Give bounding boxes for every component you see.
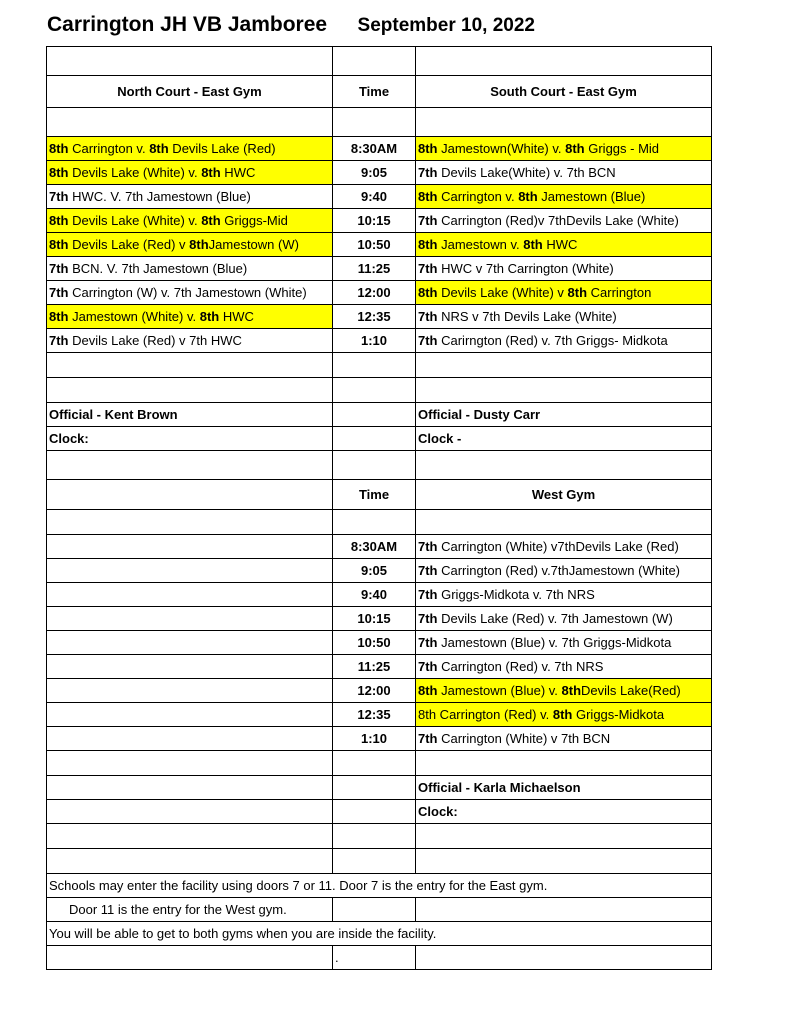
game-time: 11:25 [333,655,416,679]
match-part-b: 8th Carrington (Red) v. [418,707,553,722]
south-official: Official - Dusty Carr [416,403,712,427]
south-court-match [416,305,712,329]
north-court-match [47,305,333,329]
match-part-b: Carirngton (Red) v. 7th Griggs- Midkota [437,333,668,348]
match-part-b: Jamestown (Blue) v. 7th Griggs-Midkota [437,635,672,650]
game-time: 10:15 [333,209,416,233]
west-clock: Clock: [416,800,712,824]
match-part-a: 8th [418,189,438,204]
table-row [47,898,712,922]
match-part-a: 8th [418,285,438,300]
empty-cell [47,480,333,510]
empty-cell [333,403,416,427]
table-row [47,946,712,970]
match-part-b: Devils Lake(White) v. 7th BCN [437,165,616,180]
north-court-match [47,281,333,305]
empty-cell [416,108,712,137]
match-part-d: HWC [542,237,578,252]
north-court-match [47,329,333,353]
match-part-c: 8th [567,285,588,300]
game-time: 12:00 [333,281,416,305]
table-row [47,751,712,776]
game-time: 9:40 [333,583,416,607]
empty-cell [333,427,416,451]
match-part-a: 7th [418,213,438,228]
west-gym-match [416,631,712,655]
entry-note-2: Door 11 is the entry for the West gym. [47,898,333,922]
table-row [47,703,712,727]
document-title [47,13,535,37]
empty-cell [333,47,416,76]
table-row [47,403,712,427]
empty-cell [47,751,333,776]
empty-cell [47,800,333,824]
south-court-match [416,137,712,161]
north-court-match [47,257,333,281]
table-row [47,329,712,353]
match-part-c: 8th [201,165,221,180]
table-row [47,353,712,378]
empty-cell [47,559,333,583]
empty-cell [416,451,712,480]
match-part-b: NRS v 7th Devils Lake (White) [437,309,617,324]
game-time: 12:35 [333,703,416,727]
table-row [47,305,712,329]
empty-cell [47,946,333,970]
match-part-b: Griggs-Midkota v. 7th NRS [437,587,595,602]
empty-cell [333,451,416,480]
match-part-b: Carrington v. [437,189,519,204]
north-court-match [47,185,333,209]
game-time: 10:50 [333,631,416,655]
table-row [47,76,712,108]
table-row [47,655,712,679]
north-clock: Clock: [47,427,333,451]
match-part-c: 8th [199,309,220,324]
west-gym-match [416,559,712,583]
match-part-b: Carrington (W) v. 7th Jamestown (White) [68,285,307,300]
empty-cell [333,800,416,824]
table-row [47,849,712,874]
match-part-b: BCN. V. 7th Jamestown (Blue) [68,261,248,276]
match-part-b: Devils Lake (White) v. [68,165,202,180]
west-gym-match [416,607,712,631]
west-gym-match [416,679,712,703]
match-part-d: Jamestown (W) [208,237,299,252]
match-part-c: 8th [518,189,538,204]
match-part-d: Carrington [587,285,652,300]
match-part-b: Carrington (White) v 7th BCN [437,731,611,746]
south-court-match [416,209,712,233]
empty-cell [47,655,333,679]
match-part-d: Jamestown (Blue) [537,189,646,204]
match-part-a: 7th [418,731,438,746]
match-part-a: 7th [418,587,438,602]
match-part-d: HWC [220,165,256,180]
north-court-match [47,209,333,233]
empty-cell [47,378,333,403]
game-time: 12:35 [333,305,416,329]
match-part-c: 8th [189,237,209,252]
dot-mark: . [333,946,416,970]
match-part-b: Carrington (White) v7thDevils Lake (Red) [437,539,679,554]
game-time: 1:10 [333,727,416,751]
empty-cell [416,849,712,874]
game-time: 1:10 [333,329,416,353]
match-part-b: Carrington v. [68,141,150,156]
match-part-d: Griggs-Mid [220,213,288,228]
table-row [47,776,712,800]
table-row [47,800,712,824]
table-row [47,108,712,137]
game-time: 8:30AM [333,535,416,559]
match-part-a: 8th [49,309,69,324]
empty-cell [416,353,712,378]
table-row [47,378,712,403]
match-part-a: 7th [49,333,69,348]
south-court-header: South Court - East Gym [416,76,712,108]
empty-cell [416,510,712,535]
empty-cell [333,849,416,874]
match-part-b: Jamestown (Blue) v. [437,683,562,698]
match-part-c: 8th [149,141,169,156]
empty-cell [333,353,416,378]
match-part-a: 8th [49,213,69,228]
game-time: 8:30AM [333,137,416,161]
match-part-b: Jamestown(White) v. [437,141,566,156]
table-row [47,824,712,849]
south-court-match [416,185,712,209]
south-court-match [416,329,712,353]
match-part-a: 7th [418,261,438,276]
match-part-a: 7th [49,189,69,204]
empty-cell [333,378,416,403]
south-court-match [416,281,712,305]
west-gym-match [416,535,712,559]
table-row [47,583,712,607]
empty-cell [333,510,416,535]
empty-cell [47,631,333,655]
empty-cell [47,703,333,727]
empty-cell [333,898,416,922]
south-clock: Clock - [416,427,712,451]
empty-cell [333,108,416,137]
time-header: Time [333,76,416,108]
game-time: 9:05 [333,559,416,583]
empty-cell [47,47,333,76]
table-row [47,679,712,703]
game-time: 10:15 [333,607,416,631]
empty-cell [47,583,333,607]
south-court-match [416,161,712,185]
match-part-b: Devils Lake (Red) v. 7th Jamestown (W) [437,611,673,626]
match-part-a: 8th [49,237,69,252]
match-part-a: 8th [418,237,438,252]
schedule-table [46,46,712,970]
empty-cell [416,751,712,776]
match-part-c: 8th [201,213,221,228]
match-part-a: 7th [418,333,438,348]
match-part-b: Devils Lake (White) v. [68,213,202,228]
match-part-a: 8th [418,141,438,156]
match-part-b: HWC v 7th Carrington (White) [437,261,614,276]
match-part-d: Devils Lake(Red) [581,683,681,698]
empty-cell [416,946,712,970]
empty-cell [333,776,416,800]
match-part-a: 7th [49,285,69,300]
north-official: Official - Kent Brown [47,403,333,427]
match-part-a: 7th [418,563,438,578]
match-part-c: 8th [552,707,573,722]
match-part-a: 7th [418,659,438,674]
empty-cell [47,353,333,378]
match-part-a: 7th [418,635,438,650]
west-time-header: Time [333,480,416,510]
table-row [47,257,712,281]
table-row [47,535,712,559]
table-row [47,209,712,233]
empty-cell [47,776,333,800]
west-gym-match [416,583,712,607]
table-row [47,47,712,76]
empty-cell [416,824,712,849]
table-row [47,631,712,655]
table-row [47,161,712,185]
match-part-a: 7th [418,539,438,554]
empty-cell [47,824,333,849]
event-date: September 10, 2022 [357,15,535,36]
south-court-match [416,233,712,257]
match-part-d: HWC [219,309,254,324]
table-row [47,510,712,535]
table-row [47,451,712,480]
match-part-d: Griggs-Midkota [572,707,665,722]
match-part-c: 8th [565,141,585,156]
match-part-a: 8th [49,165,69,180]
match-part-a: 8th [418,683,438,698]
empty-cell [47,535,333,559]
game-time: 9:40 [333,185,416,209]
match-part-a: 7th [418,165,438,180]
match-part-a: 8th [49,141,69,156]
game-time: 12:00 [333,679,416,703]
west-gym-match [416,655,712,679]
match-part-a: 7th [49,261,69,276]
entry-note-1: Schools may enter the facility using doors 7 or 11. Door 7 is the entry for the East gym. [47,874,712,898]
west-gym-header: West Gym [416,480,712,510]
empty-cell [47,727,333,751]
south-court-match [416,257,712,281]
west-gym-match [416,727,712,751]
empty-cell [333,824,416,849]
north-court-header: North Court - East Gym [47,76,333,108]
table-row [47,281,712,305]
match-part-a: 7th [418,611,438,626]
empty-cell [416,47,712,76]
table-row [47,137,712,161]
match-part-d: Griggs - Mid [584,141,660,156]
entry-note-3: You will be able to get to both gyms when you are inside the facility. [47,922,712,946]
table-row [47,233,712,257]
match-part-c: 8th [523,237,543,252]
match-part-b: HWC. V. 7th Jamestown (Blue) [68,189,251,204]
empty-cell [47,849,333,874]
empty-cell [47,510,333,535]
table-row [47,559,712,583]
match-part-d: Devils Lake (Red) [168,141,276,156]
table-row [47,727,712,751]
west-gym-match [416,703,712,727]
north-court-match [47,137,333,161]
match-part-b: Jamestown v. [437,237,524,252]
empty-cell [416,378,712,403]
table-row [47,185,712,209]
game-time: 10:50 [333,233,416,257]
table-row [47,874,712,898]
match-part-c: 8th [561,683,582,698]
table-row [47,427,712,451]
empty-cell [47,679,333,703]
match-part-b: Carrington (Red)v 7thDevils Lake (White) [437,213,679,228]
empty-cell [47,607,333,631]
empty-cell [47,108,333,137]
empty-cell [47,451,333,480]
table-row [47,607,712,631]
match-part-a: 7th [418,309,438,324]
empty-cell [333,751,416,776]
game-time: 9:05 [333,161,416,185]
empty-cell [416,898,712,922]
north-court-match [47,233,333,257]
game-time: 11:25 [333,257,416,281]
table-row [47,480,712,510]
table-row [47,922,712,946]
match-part-b: Jamestown (White) v. [68,309,200,324]
match-part-b: Devils Lake (Red) v 7th HWC [68,333,242,348]
west-official: Official - Karla Michaelson [416,776,712,800]
match-part-b: Carrington (Red) v. 7th NRS [437,659,604,674]
north-court-match [47,161,333,185]
match-part-b: Devils Lake (White) v [437,285,568,300]
match-part-b: Carrington (Red) v.7thJamestown (White) [437,563,681,578]
match-part-b: Devils Lake (Red) v [68,237,190,252]
event-title: Carrington JH VB Jamboree [47,13,328,36]
